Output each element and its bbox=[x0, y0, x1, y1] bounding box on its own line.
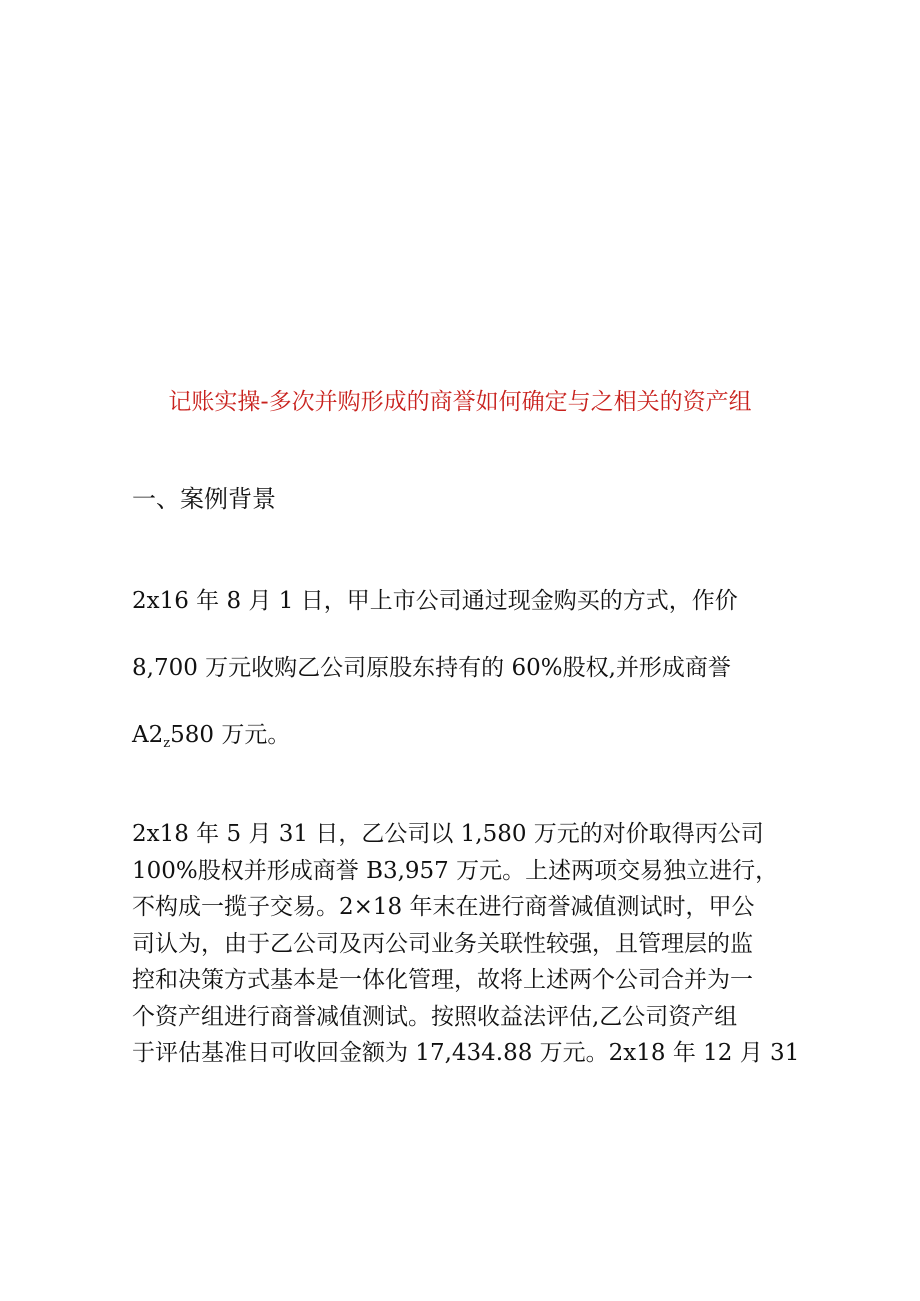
paragraph-second-acquisition bbox=[132, 816, 812, 1072]
document-title: 记账实操-多次并购形成的商誉如何确定与之相关的资产组 bbox=[168, 389, 752, 415]
paragraph-line: 2x18 年 5 月 31 日，乙公司以 1,580 万元的对价取得丙公司 bbox=[132, 821, 764, 847]
paragraph-line: 100%股权并形成商誉 B3,957 万元。上述两项交易独立进行， bbox=[132, 857, 779, 884]
paragraph-line: 控和决策方式基本是一体化管理，故将上述两个公司合并为一 bbox=[132, 967, 753, 993]
goodwill-label-prefix: A2 bbox=[132, 722, 164, 748]
section-heading: 一、案例背景 bbox=[132, 485, 276, 513]
goodwill-amount: 580 万元。 bbox=[170, 722, 291, 748]
paragraph-case-intro bbox=[132, 581, 812, 782]
paragraph-line: 于评估基准日可收回金额为 17,434.88 万元。2x18 年 12 月 31 bbox=[132, 1040, 800, 1066]
paragraph-line: 2x16 年 8 月 1 日，甲上市公司通过现金购买的方式，作价 bbox=[132, 588, 738, 614]
paragraph-line bbox=[132, 715, 812, 782]
paragraph-line: 个资产组进行商誉减值测试。按照收益法评估,乙公司资产组 bbox=[132, 1003, 738, 1030]
paragraph-line: 8,700 万元收购乙公司原股东持有的 60%股权,并形成商誉 bbox=[132, 655, 731, 681]
paragraph-line: 不构成一揽子交易。2×18 年末在进行商誉减值测试时，甲公 bbox=[132, 894, 755, 920]
paragraph-line: 司认为，由于乙公司及丙公司业务关联性较强，且管理层的监 bbox=[132, 930, 753, 957]
goodwill-label-subscript: z bbox=[163, 736, 171, 751]
